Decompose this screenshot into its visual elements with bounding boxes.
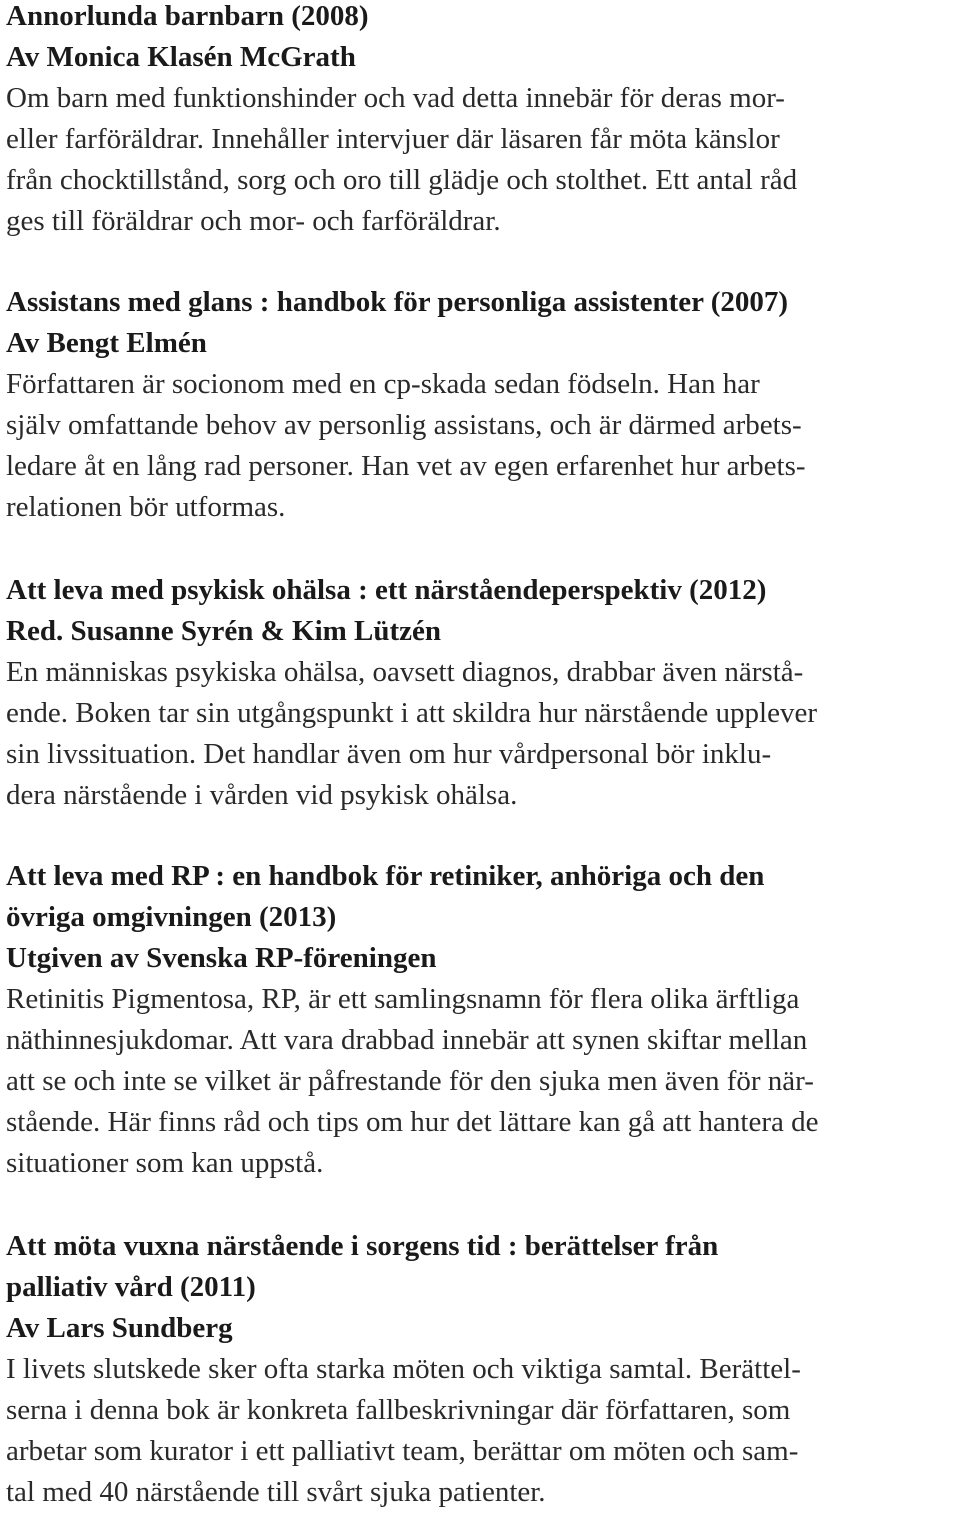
book-description-line: ges till föräldrar och mor- och farföräldrar. bbox=[6, 205, 501, 237]
book-title: Att leva med psykisk ohälsa : ett närståendeperspektiv (2012) bbox=[6, 574, 767, 606]
book-entry bbox=[6, 856, 819, 1184]
book-description-line: serna i denna bok är konkreta fallbeskrivningar där författaren, som bbox=[6, 1394, 791, 1426]
book-title: Assistans med glans : handbok för personliga assistenter (2007) bbox=[6, 286, 789, 318]
book-description-line: dera närstående i vården vid psykisk ohälsa. bbox=[6, 779, 518, 811]
book-description-line: situationer som kan uppstå. bbox=[6, 1147, 324, 1179]
book-description-line: I livets slutskede sker ofta starka möten och viktiga samtal. Berättel- bbox=[6, 1353, 801, 1385]
book-entry bbox=[6, 1226, 801, 1513]
book-entry bbox=[6, 282, 806, 528]
book-description-line: tal med 40 närstående till svårt sjuka patienter. bbox=[6, 1476, 546, 1508]
book-author: Red. Susanne Syrén & Kim Lützén bbox=[6, 615, 442, 647]
book-description-line: sin livssituation. Det handlar även om hur vårdpersonal bör inklu- bbox=[6, 738, 772, 770]
book-title: palliativ vård (2011) bbox=[6, 1271, 256, 1303]
book-author: Av Monica Klasén McGrath bbox=[6, 41, 356, 73]
book-description-line: från chocktillstånd, sorg och oro till glädje och stolthet. Ett antal råd bbox=[6, 164, 798, 196]
book-title: Att möta vuxna närstående i sorgens tid : berättelser från bbox=[6, 1230, 719, 1262]
book-description-line: Om barn med funktionshinder och vad detta innebär för deras mor- bbox=[6, 82, 785, 114]
book-description-line: själv omfattande behov av personlig assistans, och är därmed arbets- bbox=[6, 409, 802, 441]
book-description-line: eller farföräldrar. Innehåller intervjuer där läsaren får möta känslor bbox=[6, 123, 780, 155]
book-entry bbox=[6, 0, 797, 242]
book-description-line: En människas psykiska ohälsa, oavsett diagnos, drabbar även närstå- bbox=[6, 656, 804, 688]
book-author: Av Lars Sundberg bbox=[6, 1312, 233, 1344]
book-description-line: arbetar som kurator i ett palliativt team, berättar om möten och sam- bbox=[6, 1435, 799, 1467]
book-description-line: ende. Boken tar sin utgångspunkt i att skildra hur närstående upplever bbox=[6, 697, 817, 729]
book-author: Av Bengt Elmén bbox=[6, 327, 207, 359]
book-description-line: relationen bör utformas. bbox=[6, 491, 286, 523]
book-entry bbox=[6, 570, 817, 816]
book-description-line: Författaren är socionom med en cp-skada sedan födseln. Han har bbox=[6, 368, 760, 400]
book-description-line: näthinnesjukdomar. Att vara drabbad innebär att synen skiftar mellan bbox=[6, 1024, 808, 1056]
book-title: Annorlunda barnbarn (2008) bbox=[6, 0, 369, 32]
book-description-line: Retinitis Pigmentosa, RP, är ett samlingsnamn för flera olika ärftliga bbox=[6, 983, 800, 1015]
book-title: Att leva med RP : en handbok för retiniker, anhöriga och den bbox=[6, 860, 765, 892]
book-title: övriga omgivningen (2013) bbox=[6, 901, 337, 933]
book-description-line: stående. Här finns råd och tips om hur det lättare kan gå att hantera de bbox=[6, 1106, 819, 1138]
book-description-line: ledare åt en lång rad personer. Han vet av egen erfarenhet hur arbets- bbox=[6, 450, 806, 482]
book-author: Utgiven av Svenska RP-föreningen bbox=[6, 942, 437, 974]
book-description-line: att se och inte se vilket är påfrestande för den sjuka men även för när- bbox=[6, 1065, 814, 1097]
